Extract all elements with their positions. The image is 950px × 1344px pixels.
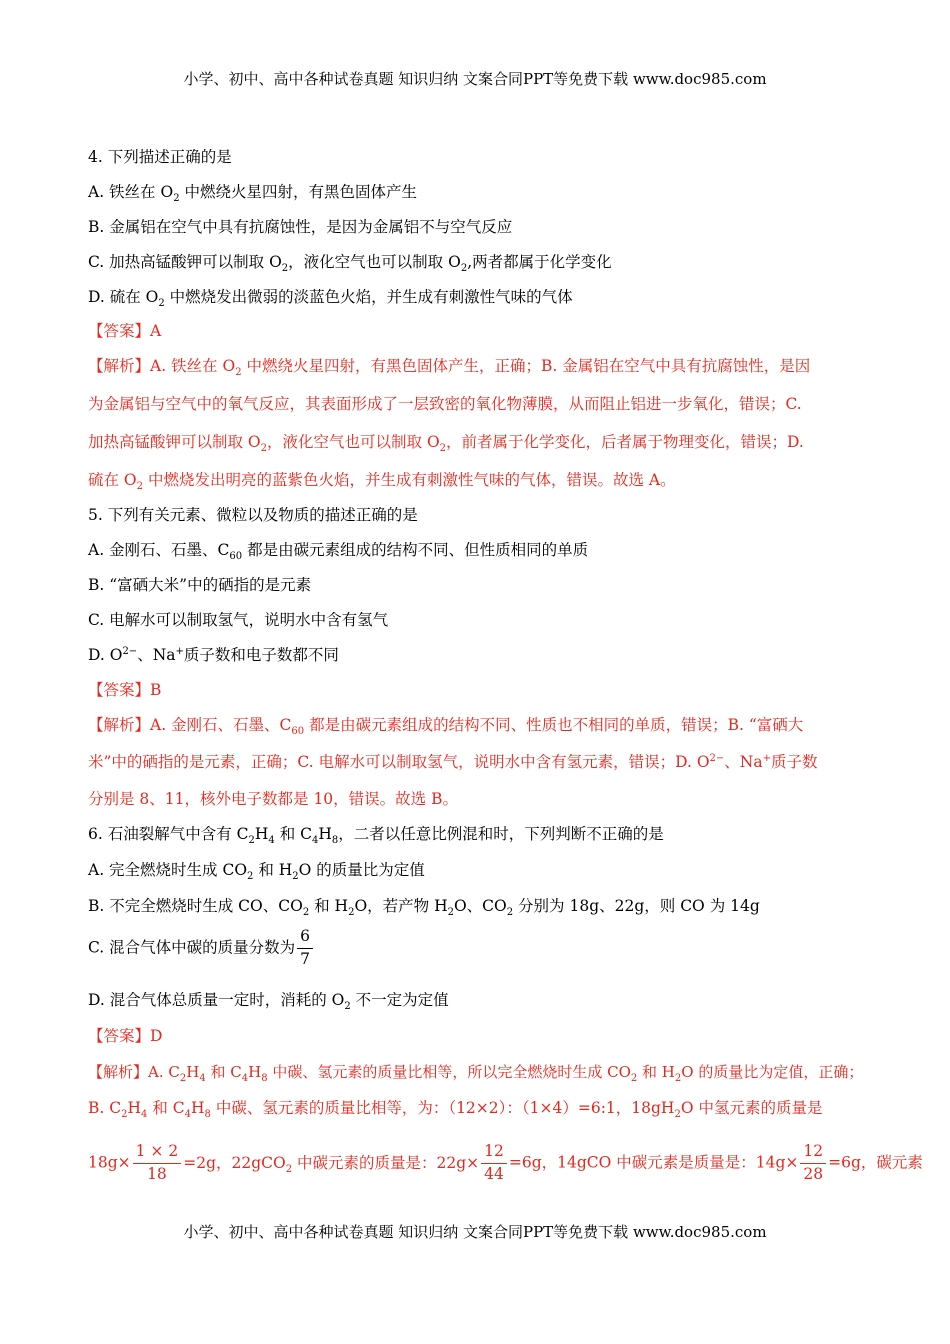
q6-stem: 6. 石油裂解气中含有 $C_2H_4$ 和 $C_4H_8$，二者以任意比例混和时，下列判断不正确的是 [88, 825, 664, 847]
q4-analysis-line: 【解析】A. 铁丝在 $O_2$ 中燃绕火星四射，有黑色固体产生，正确；B. 金属铝在空气中具有抗腐蚀性，是因 [88, 357, 811, 379]
q4-analysis-line: 加热高锰酸钾可以制取 $O_2$，液化空气也可以制取 $O_2$，前者属于化学变化，后者属于物理变化，错误；D. [88, 433, 804, 455]
q5-option-a: A. 金刚石、石墨、$C_{60}$ 都是由碳元素组成的结构不同、但性质相同的单质 [88, 541, 589, 563]
q5-analysis-line: 【解析】A. 金刚石、石墨、$C_{60}$ 都是由碳元素组成的结构不同、性质也不相同的单质，错误；B. “富硒大 [88, 716, 804, 738]
q5-analysis-line: 米”中的硒指的是元素，正确；C. 电解水可以制取氢气，说明水中含有氢元素，错误；D. $O^{2-}$、Na+质子数 [88, 752, 818, 771]
fraction: $\frac{12}{44}$ [481, 1143, 507, 1184]
q5-option-c: C. 电解水可以制取氢气，说明水中含有氢气 [88, 611, 389, 629]
q6-analysis-line: 18g× $\frac{1 \times 2}{18}$ =2g，22gCO$_2$ 中碳元素的质量是：22g× $\frac{12}{44}$ =6g，14gCO 中碳元素是质量是：14g× $\frac{12}{28}$ =6g，碳元素 [88, 1142, 923, 1183]
q4-analysis-line: 为金属铝与空气中的氧气反应，其表面形成了一层致密的氧化物薄膜，从而阻止铝进一步氧化，错误；C. [88, 395, 802, 413]
q4-analysis-line: 硫在 $O_2$ 中燃烧发出明亮的蓝紫色火焰，并生成有刺激性气味的气体，错误。故选 A。 [88, 471, 676, 493]
q6-option-c: C. 混合气体中碳的质量分数为 $\frac{6}{7}$ [88, 928, 315, 969]
q5-stem: 5. 下列有关元素、微粒以及物质的描述正确的是 [88, 506, 418, 524]
q4-answer: 【答案】A [88, 322, 162, 340]
fraction: $\frac{12}{28}$ [800, 1143, 826, 1184]
header-banner: 小学、初中、高中各种试卷真题 知识归纳 文案合同PPT等免费下载 www.doc985.com [183, 70, 767, 88]
q4-option-a: A. 铁丝在 $O_2$ 中燃绕火星四射，有黑色固体产生 [88, 183, 417, 205]
q4-option-d: D. 硫在 $O_2$ 中燃烧发出微弱的淡蓝色火焰，并生成有刺激性气味的气体 [88, 288, 573, 310]
fraction: $\frac{6}{7}$ [297, 928, 313, 969]
q4-option-b: B. 金属铝在空气中具有抗腐蚀性，是因为金属铝不与空气反应 [88, 218, 513, 236]
footer-banner: 小学、初中、高中各种试卷真题 知识归纳 文案合同PPT等免费下载 www.doc985.com [183, 1223, 767, 1241]
q6-analysis-line: 【解析】A. $C_2H_4$ 和 $C_4H_8$ 中碳、氢元素的质量比相等，所以完全燃烧时生成 $CO_2$ 和 $H_2O$ 的质量比为定值，正确； [88, 1063, 864, 1084]
q6-option-b: B. 不完全燃烧时生成 CO、$CO_2$ 和 $H_2O$，若产物 $H_2O$、$CO_2$ 分别为 18g、22g，则 CO 为 14g [88, 897, 760, 919]
q6-option-a: A. 完全燃烧时生成 $CO_2$ 和 $H_2O$ 的质量比为定值 [88, 861, 425, 883]
q5-option-b: B. “富硒大米”中的硒指的是元素 [88, 576, 312, 594]
fraction: $\frac{1 \times 2}{18}$ [133, 1143, 182, 1184]
q5-analysis-line: 分别是 8、11，核外电子数都是 10，错误。故选 B。 [88, 790, 458, 808]
q4-stem: 4. 下列描述正确的是 [88, 148, 232, 166]
q6-analysis-line: B. $C_2H_4$ 和 $C_4H_8$ 中碳、氢元素的质量比相等，为：（12×2）：（1×4）=6:1，$18gH_2O$ 中氢元素的质量是 [88, 1099, 823, 1121]
q4-option-c: C. 加热高锰酸钾可以制取 $O_2$，液化空气也可以制取 $O_2$,两者都属于化学变化 [88, 253, 612, 275]
q5-answer: 【答案】B [88, 681, 162, 699]
q5-option-d: D. $O^{2-}$、Na+质子数和电子数都不同 [88, 645, 339, 664]
q6-option-d: D. 混合气体总质量一定时，消耗的 $O_2$ 不一定为定值 [88, 991, 449, 1013]
q6-answer: 【答案】D [88, 1027, 163, 1045]
